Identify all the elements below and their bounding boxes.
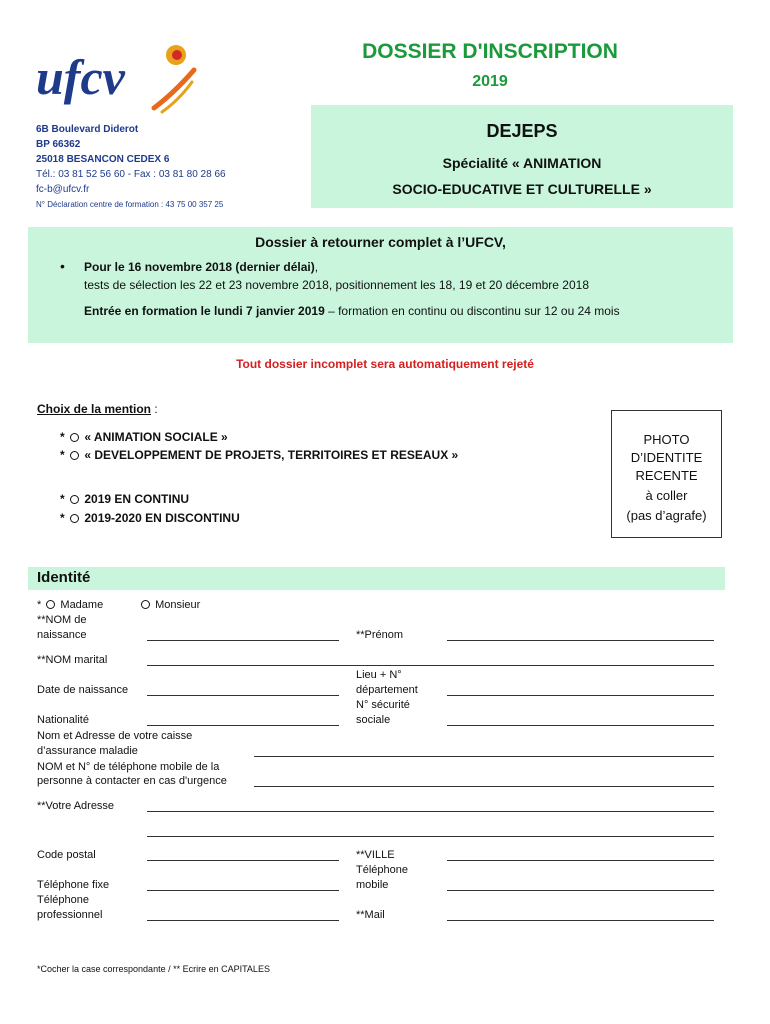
photo-line-1: PHOTO [643, 432, 690, 447]
address-phone: Tél.: 03 81 52 56 60 - Fax : 03 81 80 28 66 [36, 169, 226, 180]
return-tests: tests de sélection les 22 et 23 novembre 2018, positionnement les 18, 19 et 20 décembre 2018 [84, 278, 589, 292]
monsieur-label: Monsieur [155, 599, 201, 611]
label-caisse-1: Nom et Adresse de votre caisse [37, 730, 193, 742]
photo-box [611, 410, 722, 538]
photo-line-4: à coller [645, 488, 688, 503]
dejeps-line-1: Spécialité « ANIMATION [442, 155, 602, 171]
bullet-icon: • [60, 258, 65, 274]
label-ville: **VILLE [356, 849, 395, 861]
field-tel-fixe[interactable] [147, 890, 339, 891]
option-label: « DEVELOPPEMENT DE PROJETS, TERRITOIRES ET RESEAUX » [84, 448, 459, 462]
option-label: 2019 EN CONTINU [84, 492, 190, 506]
label-nom-marital: **NOM marital [37, 654, 108, 666]
star: * [60, 511, 65, 525]
field-adresse-1[interactable] [147, 811, 714, 812]
label-urgence-1: NOM et N° de téléphone mobile de la [37, 761, 220, 773]
field-tel-pro[interactable] [147, 920, 339, 921]
identity-title: Identité [37, 569, 91, 586]
label-tel-fixe: Téléphone fixe [37, 879, 110, 891]
address-declaration: N° Déclaration centre de formation : 43 75 00 357 25 [36, 200, 224, 209]
label-adresse: **Votre Adresse [37, 800, 115, 812]
star: * [60, 492, 65, 506]
field-nom-naissance[interactable] [147, 640, 339, 641]
label-lieu-1: Lieu + N° [356, 669, 402, 681]
mention-colon: : [151, 402, 158, 416]
identity-header-box [28, 567, 725, 590]
entry-bold: Entrée en formation le lundi 7 janvier 2019 [84, 304, 325, 318]
photo-line-5: (pas d’agrafe) [626, 508, 707, 523]
option-discontinu[interactable] [60, 511, 240, 525]
radio-icon[interactable] [70, 495, 79, 504]
deadline-rest: , [314, 260, 319, 274]
radio-icon[interactable] [70, 514, 79, 523]
label-secu-2: sociale [356, 714, 391, 726]
option-animation-sociale[interactable] [60, 430, 228, 444]
option-label: 2019-2020 EN DISCONTINU [84, 511, 240, 525]
address-city: 25018 BESANCON CEDEX 6 [36, 154, 170, 165]
star: * [37, 599, 42, 611]
deadline-bold: Pour le 16 novembre 2018 (dernier délai) [84, 260, 315, 274]
address-block [36, 122, 226, 212]
radio-icon[interactable] [70, 451, 79, 460]
label-secu-1: N° sécurité [356, 699, 410, 711]
label-tel-pro-2: professionnel [37, 909, 103, 921]
return-deadline [84, 260, 318, 274]
field-mail[interactable] [447, 920, 714, 921]
return-entry [84, 304, 620, 318]
field-caisse[interactable] [254, 756, 714, 757]
label-nom-naissance-1: **NOM de [37, 614, 87, 626]
footer-note: *Cocher la case correspondante / ** Ecrire en CAPITALES [37, 964, 270, 974]
dejeps-speciality [311, 150, 733, 202]
field-urgence[interactable] [254, 786, 714, 787]
photo-line-2: D’IDENTITE [630, 450, 703, 465]
madame-label: Madame [60, 599, 104, 611]
return-title: Dossier à retourner complet à l’UFCV, [255, 234, 506, 250]
dejeps-title: DEJEPS [486, 121, 558, 141]
reject-notice: Tout dossier incomplet sera automatiquement rejeté [236, 357, 534, 371]
label-nom-naissance-2: naissance [37, 629, 87, 641]
photo-line-3: RECENTE [635, 468, 698, 483]
entry-rest: – formation en continu ou discontinu sur 12 ou 24 mois [324, 304, 620, 318]
field-nationalite[interactable] [147, 725, 339, 726]
option-label: « ANIMATION SOCIALE » [84, 430, 228, 444]
label-tel-mobile-1: Téléphone [356, 864, 408, 876]
address-bp: BP 66362 [36, 139, 81, 150]
dejeps-line-2: SOCIO-EDUCATIVE ET CULTURELLE » [392, 181, 652, 197]
address-email: fc-b@ufcv.fr [36, 184, 90, 195]
field-ville[interactable] [447, 860, 714, 861]
document-year: 2019 [472, 73, 508, 90]
mention-label [37, 402, 158, 416]
star: * [60, 448, 65, 462]
civility-monsieur[interactable] [139, 598, 200, 612]
label-prenom: **Prénom [356, 629, 404, 641]
field-lieu[interactable] [447, 695, 714, 696]
option-developpement[interactable] [60, 448, 458, 462]
label-caisse-2: d’assurance maladie [37, 745, 138, 757]
field-nom-marital[interactable] [147, 665, 714, 666]
label-lieu-2: département [356, 684, 418, 696]
radio-icon[interactable] [141, 600, 150, 609]
label-code-postal: Code postal [37, 849, 96, 861]
ufcv-logo [34, 38, 199, 118]
label-urgence-2: personne à contacter en cas d'urgence [37, 775, 227, 787]
label-date-naissance: Date de naissance [37, 684, 129, 696]
radio-icon[interactable] [46, 600, 55, 609]
label-mail: **Mail [356, 909, 385, 921]
document-title: DOSSIER D'INSCRIPTION [362, 40, 618, 63]
field-tel-mobile[interactable] [447, 890, 714, 891]
label-tel-pro-1: Téléphone [37, 894, 89, 906]
option-continu[interactable] [60, 492, 189, 506]
field-adresse-2[interactable] [147, 836, 714, 837]
address-street: 6B Boulevard Diderot [36, 124, 139, 135]
logo-text: ufcv [36, 49, 125, 105]
mention-label-text: Choix de la mention [37, 402, 152, 416]
field-date-naissance[interactable] [147, 695, 339, 696]
label-tel-mobile-2: mobile [356, 879, 389, 891]
star: * [60, 430, 65, 444]
label-nationalite: Nationalité [37, 714, 89, 726]
field-code-postal[interactable] [147, 860, 339, 861]
civility-madame[interactable] [37, 598, 103, 612]
field-prenom[interactable] [447, 640, 714, 641]
radio-icon[interactable] [70, 433, 79, 442]
field-secu[interactable] [447, 725, 714, 726]
